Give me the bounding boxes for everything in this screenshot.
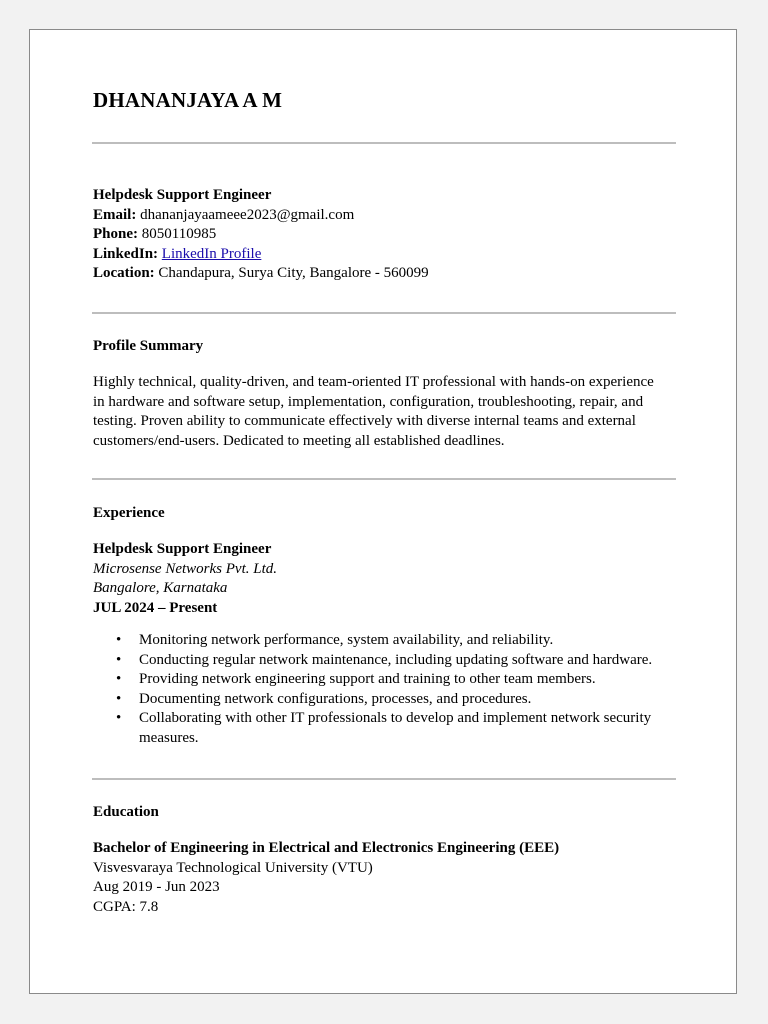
summary-line: Highly technical, quality-driven, and team-oriented IT professional with hands-on experience — [93, 374, 654, 390]
experience-heading: Experience — [93, 505, 165, 521]
linkedin-label: LinkedIn: — [93, 245, 159, 262]
resume-page — [29, 29, 737, 994]
divider — [92, 778, 676, 780]
email-value: dhananjayaameee2023@gmail.com — [140, 206, 355, 223]
candidate-name: DHANANJAYA A M — [93, 88, 283, 112]
list-item — [93, 670, 683, 690]
education-dates: Aug 2019 - Jun 2023 — [93, 879, 220, 895]
bullet-icon: • — [116, 651, 122, 668]
job-location: Bangalore, Karnataka — [93, 580, 228, 596]
linkedin-row — [93, 245, 261, 265]
divider — [92, 142, 676, 144]
phone-label: Phone: — [93, 226, 138, 242]
degree-title: Bachelor of Engineering in Electrical and Electronics Engineering (EEE) — [93, 840, 560, 856]
bullet-text: Collaborating with other IT professionals to develop and implement network security measures. — [139, 710, 652, 746]
bullet-icon: • — [116, 671, 122, 687]
location-value: Chandapura, Surya City, Bangalore - 560099 — [158, 265, 429, 281]
email-row — [93, 206, 354, 226]
job-title: Helpdesk Support Engineer — [93, 541, 272, 557]
bullet-icon: • — [116, 710, 122, 726]
summary-line: in hardware and software setup, implementation, configuration, troubleshooting, repair, and — [93, 393, 644, 410]
bullet-icon: • — [116, 690, 122, 707]
bullet-text: Documenting network configurations, processes, and procedures. — [139, 690, 532, 707]
bullet-text: Providing network engineering support and training to other team members. — [139, 671, 596, 687]
profile-summary-heading: Profile Summary — [93, 338, 204, 354]
divider — [92, 478, 676, 480]
company-name: Microsense Networks Pvt. Ltd. — [93, 560, 278, 577]
profile-summary-text — [93, 373, 683, 451]
phone-value: 8050110985 — [141, 226, 217, 242]
job-dates: JUL 2024 – Present — [93, 599, 218, 616]
bullet-text: Monitoring network performance, system availability, and reliability. — [139, 632, 554, 648]
divider — [92, 312, 676, 314]
phone-row — [93, 225, 216, 245]
list-item — [93, 651, 683, 671]
location-label: Location: — [93, 265, 155, 281]
summary-line: testing. Proven ability to communicate effectively with diverse internal teams and external — [93, 413, 636, 429]
summary-line: customers/end-users. Dedicated to meeting all established deadlines. — [93, 432, 505, 449]
location-row — [93, 264, 429, 284]
list-item — [93, 631, 683, 651]
role-title: Helpdesk Support Engineer — [93, 187, 272, 203]
cgpa: CGPA: 7.8 — [93, 898, 159, 915]
university-name: Visvesvaraya Technological University (VTU) — [93, 859, 373, 876]
list-item — [93, 690, 683, 710]
bullet-icon: • — [116, 632, 122, 648]
education-heading: Education — [93, 804, 159, 820]
email-label: Email: — [93, 206, 137, 223]
list-item — [93, 709, 683, 748]
responsibilities-list — [93, 631, 683, 748]
bullet-text: Conducting regular network maintenance, including updating software and hardware. — [139, 651, 653, 668]
linkedin-link[interactable]: LinkedIn Profile — [161, 245, 262, 262]
